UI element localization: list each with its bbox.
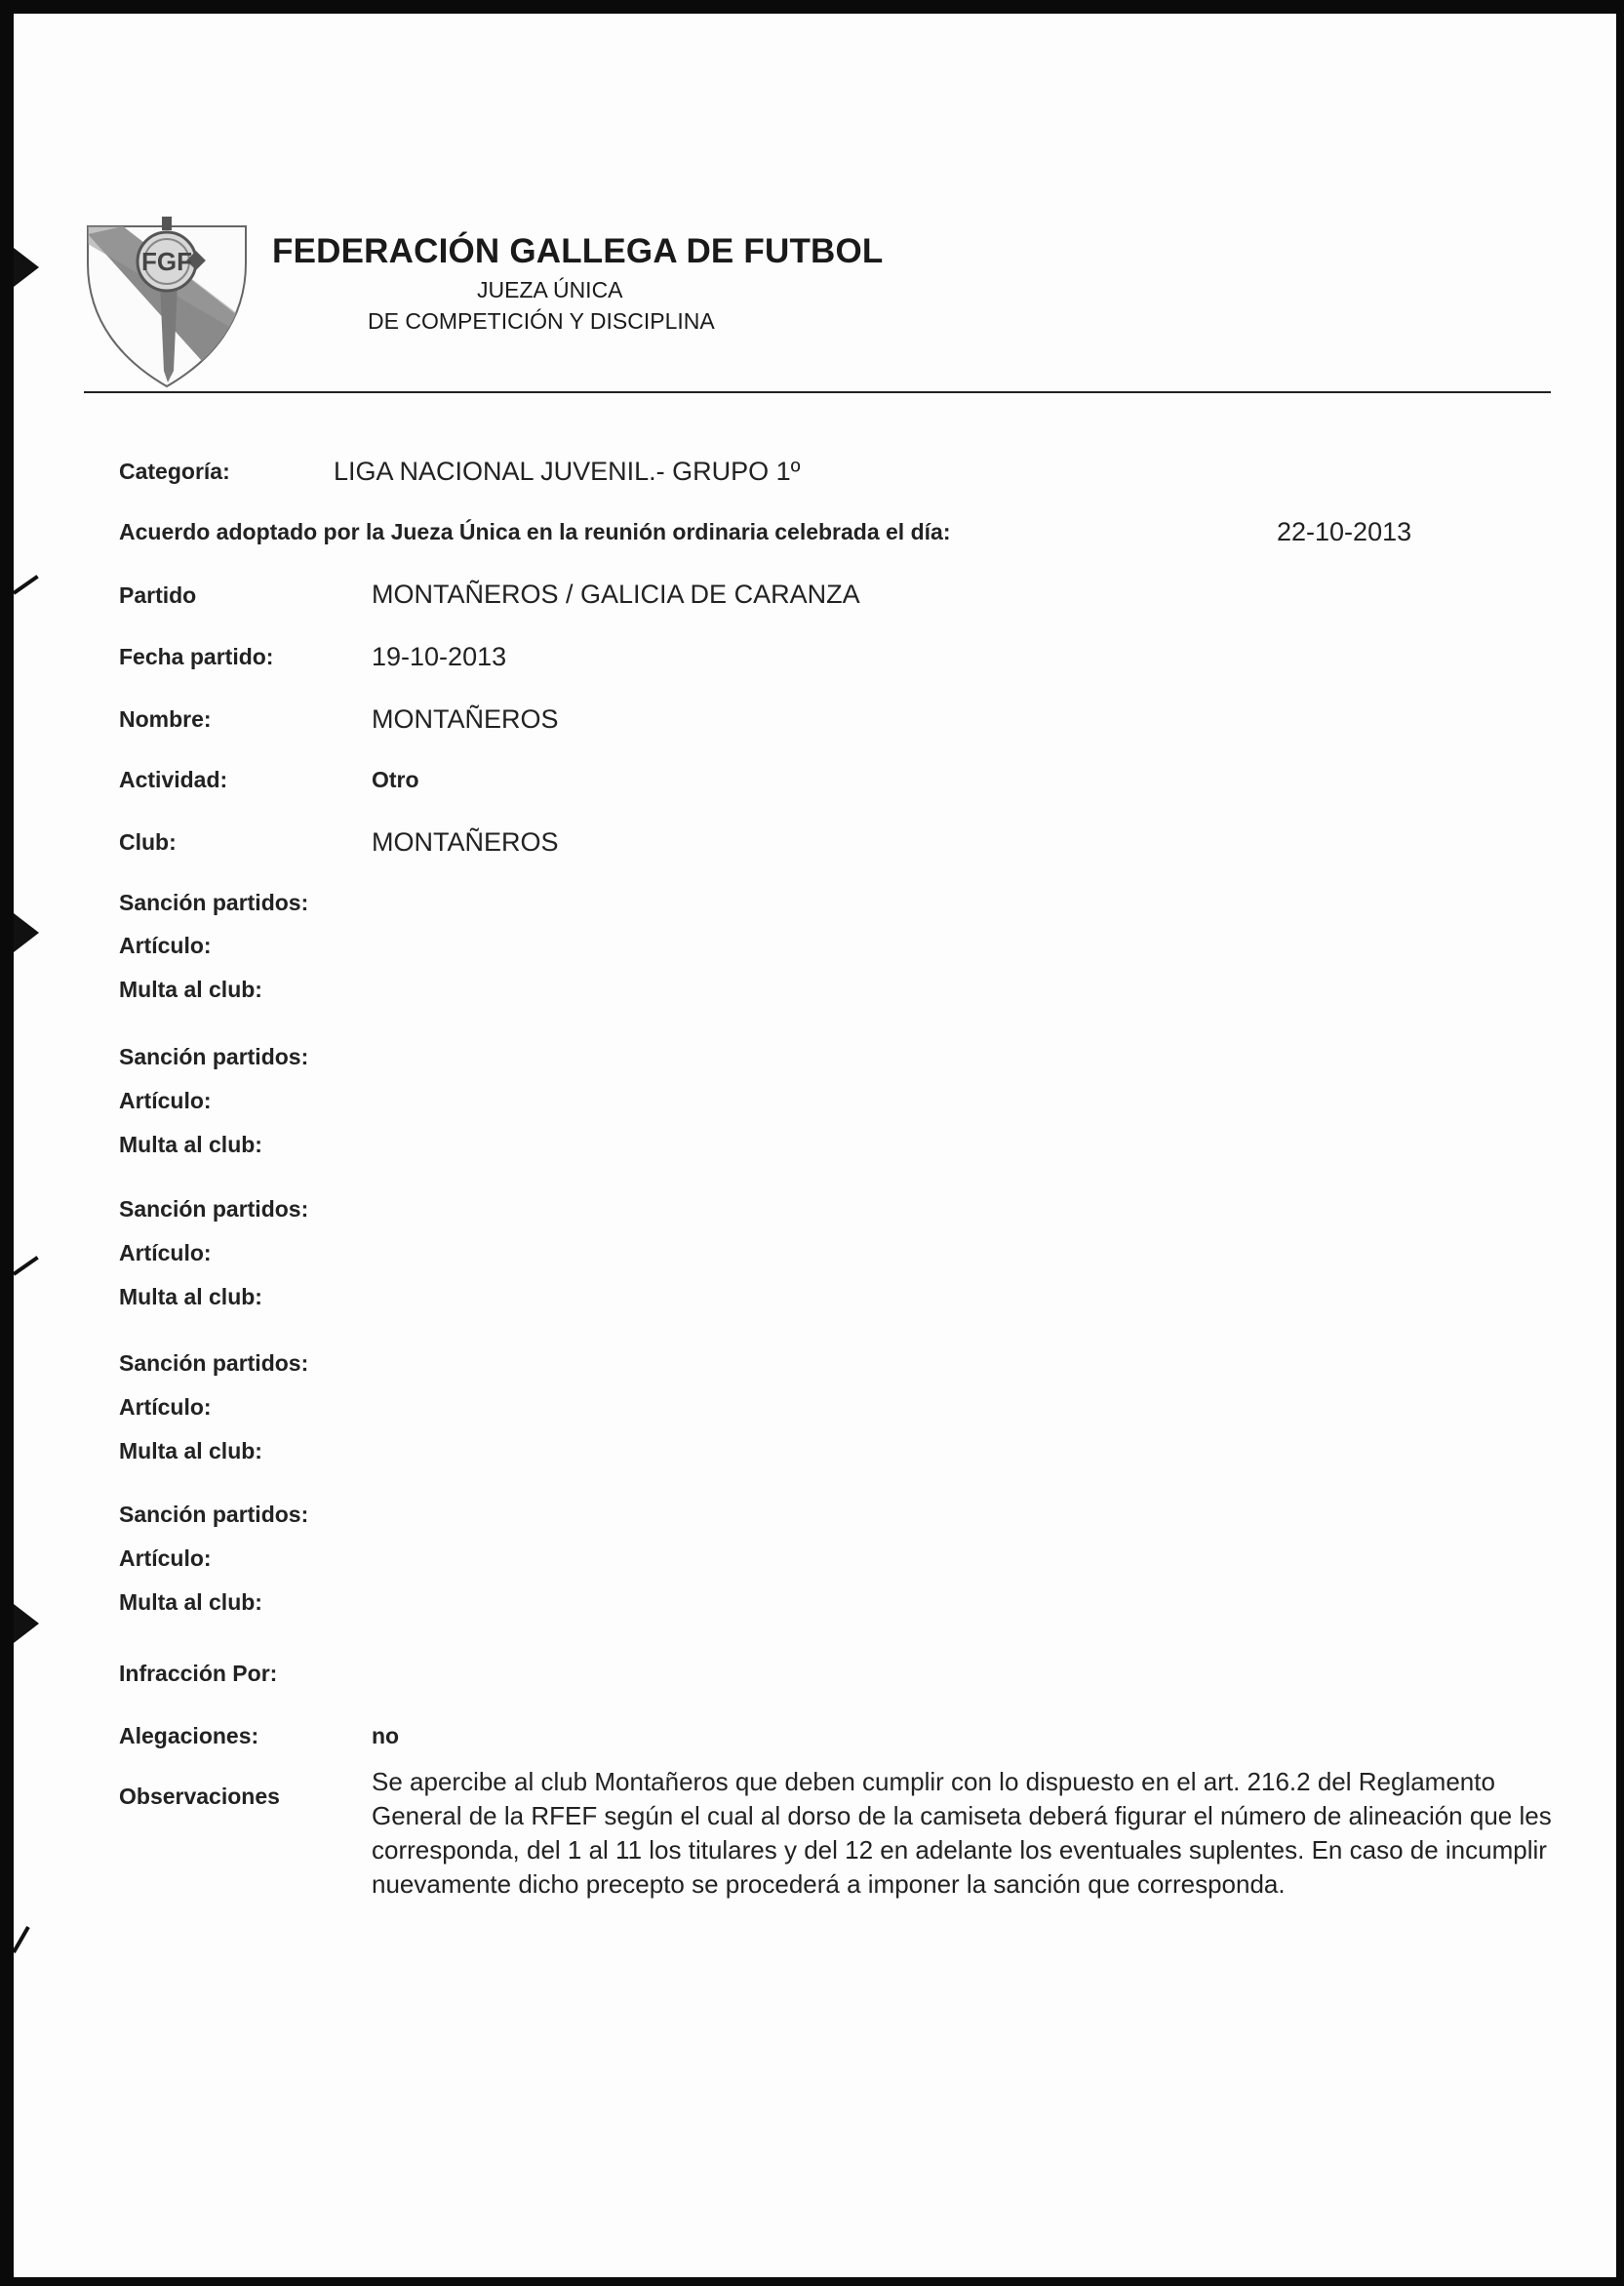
- document-page: [14, 14, 1616, 2277]
- acuerdo-label: Acuerdo adoptado por la Jueza Única en la reunión ordinaria celebrada el día:: [119, 519, 951, 544]
- observaciones-label: Observaciones: [119, 1784, 280, 1809]
- header-divider: [84, 391, 1551, 393]
- federation-logo: [84, 205, 250, 390]
- punch-mark: [14, 1256, 39, 1275]
- alegaciones-value: no: [372, 1723, 400, 1748]
- articulo-label: Artículo:: [119, 1240, 212, 1265]
- multa-club-label: Multa al club:: [119, 1132, 262, 1157]
- fecha-partido-value: 19-10-2013: [372, 642, 507, 671]
- organization-subtitle-2: DE COMPETICIÓN Y DISCIPLINA: [368, 308, 715, 334]
- multa-club-label: Multa al club:: [119, 1284, 262, 1309]
- nombre-label: Nombre:: [119, 706, 212, 732]
- punch-mark: [14, 575, 39, 594]
- partido-value: MONTAÑEROS / GALICIA DE CARANZA: [372, 580, 860, 609]
- categoria-label: Categoría:: [119, 459, 230, 484]
- sancion-partidos-label: Sanción partidos:: [119, 1502, 309, 1527]
- club-label: Club:: [119, 829, 177, 855]
- nombre-value: MONTAÑEROS: [372, 704, 559, 734]
- partido-label: Partido: [119, 582, 197, 608]
- organization-title: FEDERACIÓN GALLEGA DE FUTBOL: [272, 232, 884, 270]
- sancion-partidos-label: Sanción partidos:: [119, 1350, 309, 1376]
- multa-club-label: Multa al club:: [119, 1438, 262, 1464]
- observaciones-text: Se apercibe al club Montañeros que deben cumplir con lo dispuesto en el art. 216.2 del Reglamento General de la RFEF según el cual al dorso de la camiseta deberá figurar el número de alineación que les corresponda, del 1 al 11 los titulares y del 12 en adelante los eventuales suplentes. En caso de incumplir nuevamente dicho precepto se procederá a imponer la sanción que corresponda.: [372, 1767, 1552, 1899]
- fecha-partido-label: Fecha partido:: [119, 644, 274, 669]
- multa-club-label: Multa al club:: [119, 977, 262, 1002]
- categoria-value: LIGA NACIONAL JUVENIL.- GRUPO 1º: [334, 457, 801, 486]
- actividad-label: Actividad:: [119, 767, 228, 792]
- club-value: MONTAÑEROS: [372, 827, 559, 857]
- punch-mark: [14, 913, 39, 952]
- sancion-partidos-label: Sanción partidos:: [119, 890, 309, 915]
- articulo-label: Artículo:: [119, 1545, 212, 1571]
- organization-subtitle-1: JUEZA ÚNICA: [477, 277, 623, 302]
- sancion-partidos-label: Sanción partidos:: [119, 1044, 309, 1069]
- alegaciones-label: Alegaciones:: [119, 1723, 259, 1748]
- articulo-label: Artículo:: [119, 933, 212, 958]
- articulo-label: Artículo:: [119, 1394, 212, 1420]
- punch-mark: [14, 248, 39, 287]
- acuerdo-date: 22-10-2013: [1277, 517, 1412, 546]
- logo-lettering: FGF: [141, 247, 192, 276]
- infraccion-label: Infracción Por:: [119, 1661, 278, 1686]
- multa-club-label: Multa al club:: [119, 1589, 262, 1615]
- punch-mark: [14, 1926, 30, 1953]
- sancion-partidos-label: Sanción partidos:: [119, 1196, 309, 1222]
- actividad-value: Otro: [372, 767, 419, 792]
- articulo-label: Artículo:: [119, 1088, 212, 1113]
- punch-mark: [14, 1604, 39, 1643]
